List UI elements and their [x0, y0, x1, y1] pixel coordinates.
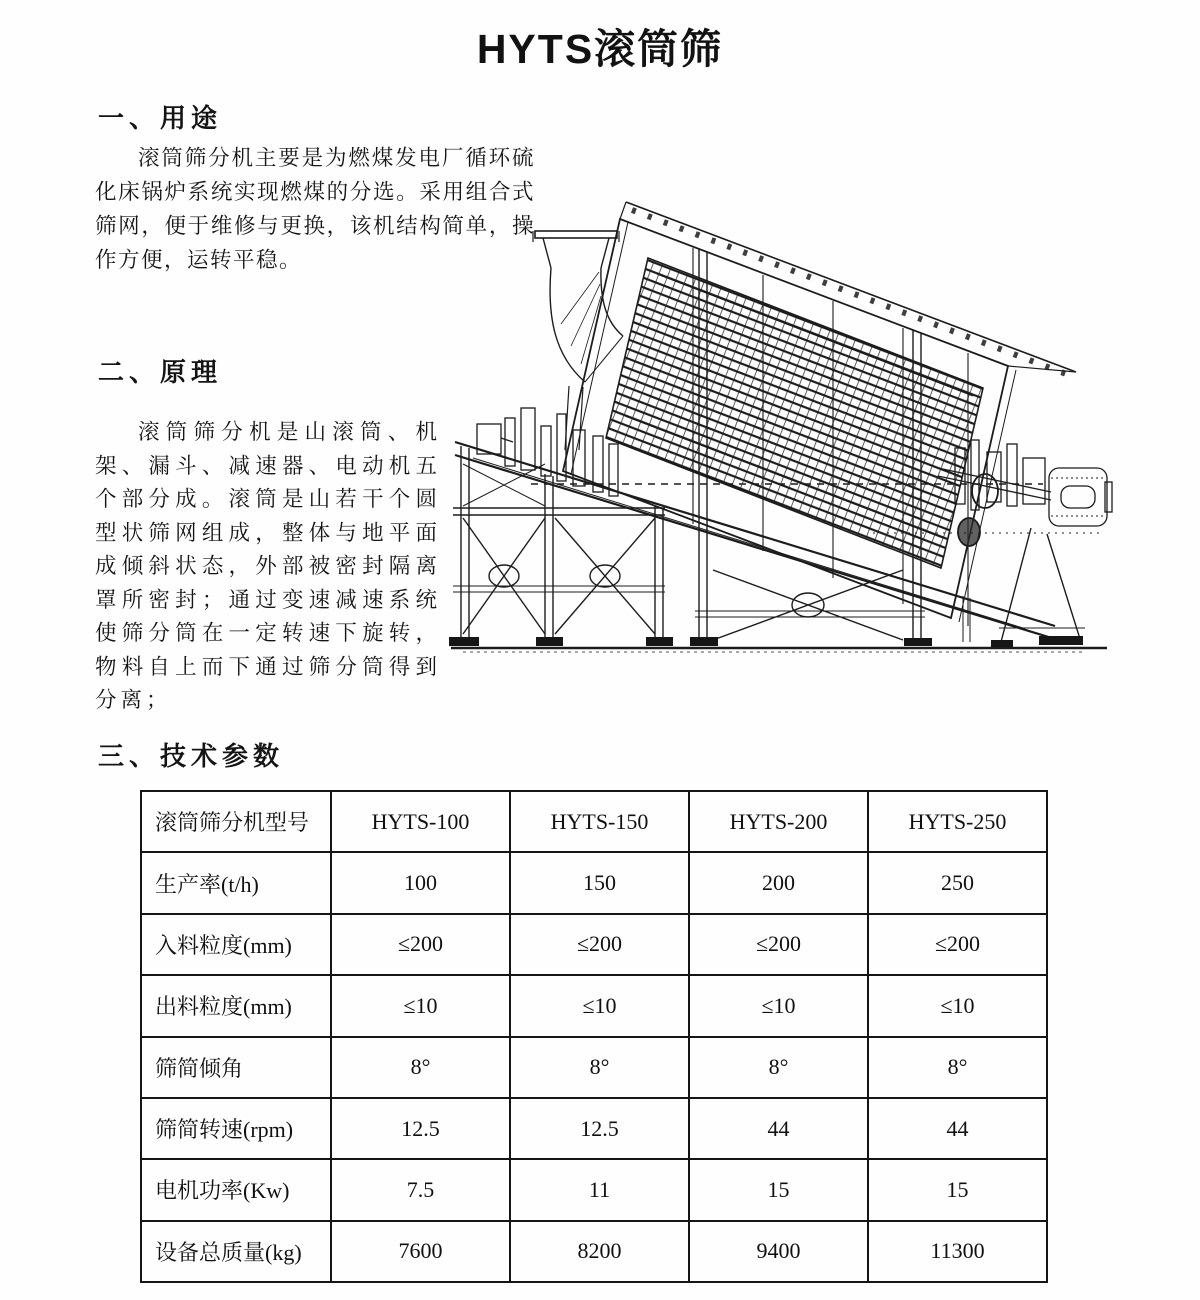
- row-label: 生产率(t/h): [141, 852, 331, 913]
- table-cell: ≤200: [868, 914, 1047, 975]
- page-title: HYTS滚筒筛: [476, 26, 724, 72]
- section-heading-usage: 一、用途: [98, 103, 223, 133]
- table-cell: ≤10: [331, 975, 510, 1036]
- table-row: [141, 975, 1047, 1036]
- foot-pads: [449, 636, 1083, 647]
- table-row: [141, 1159, 1047, 1220]
- table-cell: ≤200: [510, 914, 689, 975]
- table-cell: ≤10: [868, 975, 1047, 1036]
- table-cell: 7.5: [331, 1159, 510, 1220]
- support-truss-left: [453, 446, 665, 641]
- section-heading-principle: 二、原理: [98, 357, 223, 387]
- table-cell: 15: [868, 1159, 1047, 1220]
- table-cell: 12.5: [331, 1098, 510, 1159]
- table-cell: 12.5: [510, 1098, 689, 1159]
- table-cell: 200: [689, 852, 868, 913]
- column-header: HYTS-250: [868, 791, 1047, 852]
- table-cell: 8°: [331, 1037, 510, 1098]
- table-cell: ≤10: [510, 975, 689, 1036]
- support-frame-right: [963, 528, 1085, 642]
- table-cell: 15: [689, 1159, 868, 1220]
- table-cell: 8°: [868, 1037, 1047, 1098]
- row-label: 电机功率(Kw): [141, 1159, 331, 1220]
- table-cell: 8°: [510, 1037, 689, 1098]
- table-row: [141, 914, 1047, 975]
- row-label: 筛简转速(rpm): [141, 1098, 331, 1159]
- table-cell: ≤10: [689, 975, 868, 1036]
- table-cell: 9400: [689, 1221, 868, 1282]
- row-label: 入料粒度(mm): [141, 914, 331, 975]
- table-cell: 250: [868, 852, 1047, 913]
- table-row: [141, 1037, 1047, 1098]
- table-cell: 44: [689, 1098, 868, 1159]
- column-header: HYTS-100: [331, 791, 510, 852]
- table-row: [141, 1221, 1047, 1282]
- column-header: HYTS-200: [689, 791, 868, 852]
- ground-line: [451, 648, 1107, 652]
- table-cell: 11: [510, 1159, 689, 1220]
- row-label: 设备总质量(kg): [141, 1221, 331, 1282]
- trommel-machine-drawing: [443, 196, 1143, 661]
- table-cell: 11300: [868, 1221, 1047, 1282]
- table-cell: 100: [331, 852, 510, 913]
- technical-parameters-table: [140, 790, 1048, 1283]
- table-cell: 8°: [689, 1037, 868, 1098]
- table-row: [141, 1098, 1047, 1159]
- section-heading-parameters: 三、技术参数: [98, 741, 285, 771]
- table-row: [141, 852, 1047, 913]
- table-cell: 7600: [331, 1221, 510, 1282]
- column-header: 滚筒筛分机型号: [141, 791, 331, 852]
- table-cell: ≤200: [689, 914, 868, 975]
- usage-paragraph: 滚筒筛分机主要是为燃煤发电厂循环硫化床锅炉系统实现燃煤的分选。采用组合式筛网，便于维修与更换，该机结构简单，操作方便，运转平稳。: [95, 146, 535, 272]
- column-header: HYTS-150: [510, 791, 689, 852]
- motor: [1049, 468, 1112, 526]
- table-cell: 150: [510, 852, 689, 913]
- principle-paragraph: 滚筒筛分机是山滚筒、机架、漏斗、减速器、电动机五个部分成。滚筒是山若干个圆型状筛网组成，整体与地平面成倾斜状态，外部被密封隔离罩所密封；通过变速减速系统使筛分筒在一定转速下旋转，物料自上而下通过筛分筒得到分离；: [95, 420, 441, 712]
- table-cell: 8200: [510, 1221, 689, 1282]
- table-cell: ≤200: [331, 914, 510, 975]
- table-header-row: [141, 791, 1047, 852]
- row-label: 筛简倾角: [141, 1037, 331, 1098]
- row-label: 出料粒度(mm): [141, 975, 331, 1036]
- table-cell: 44: [868, 1098, 1047, 1159]
